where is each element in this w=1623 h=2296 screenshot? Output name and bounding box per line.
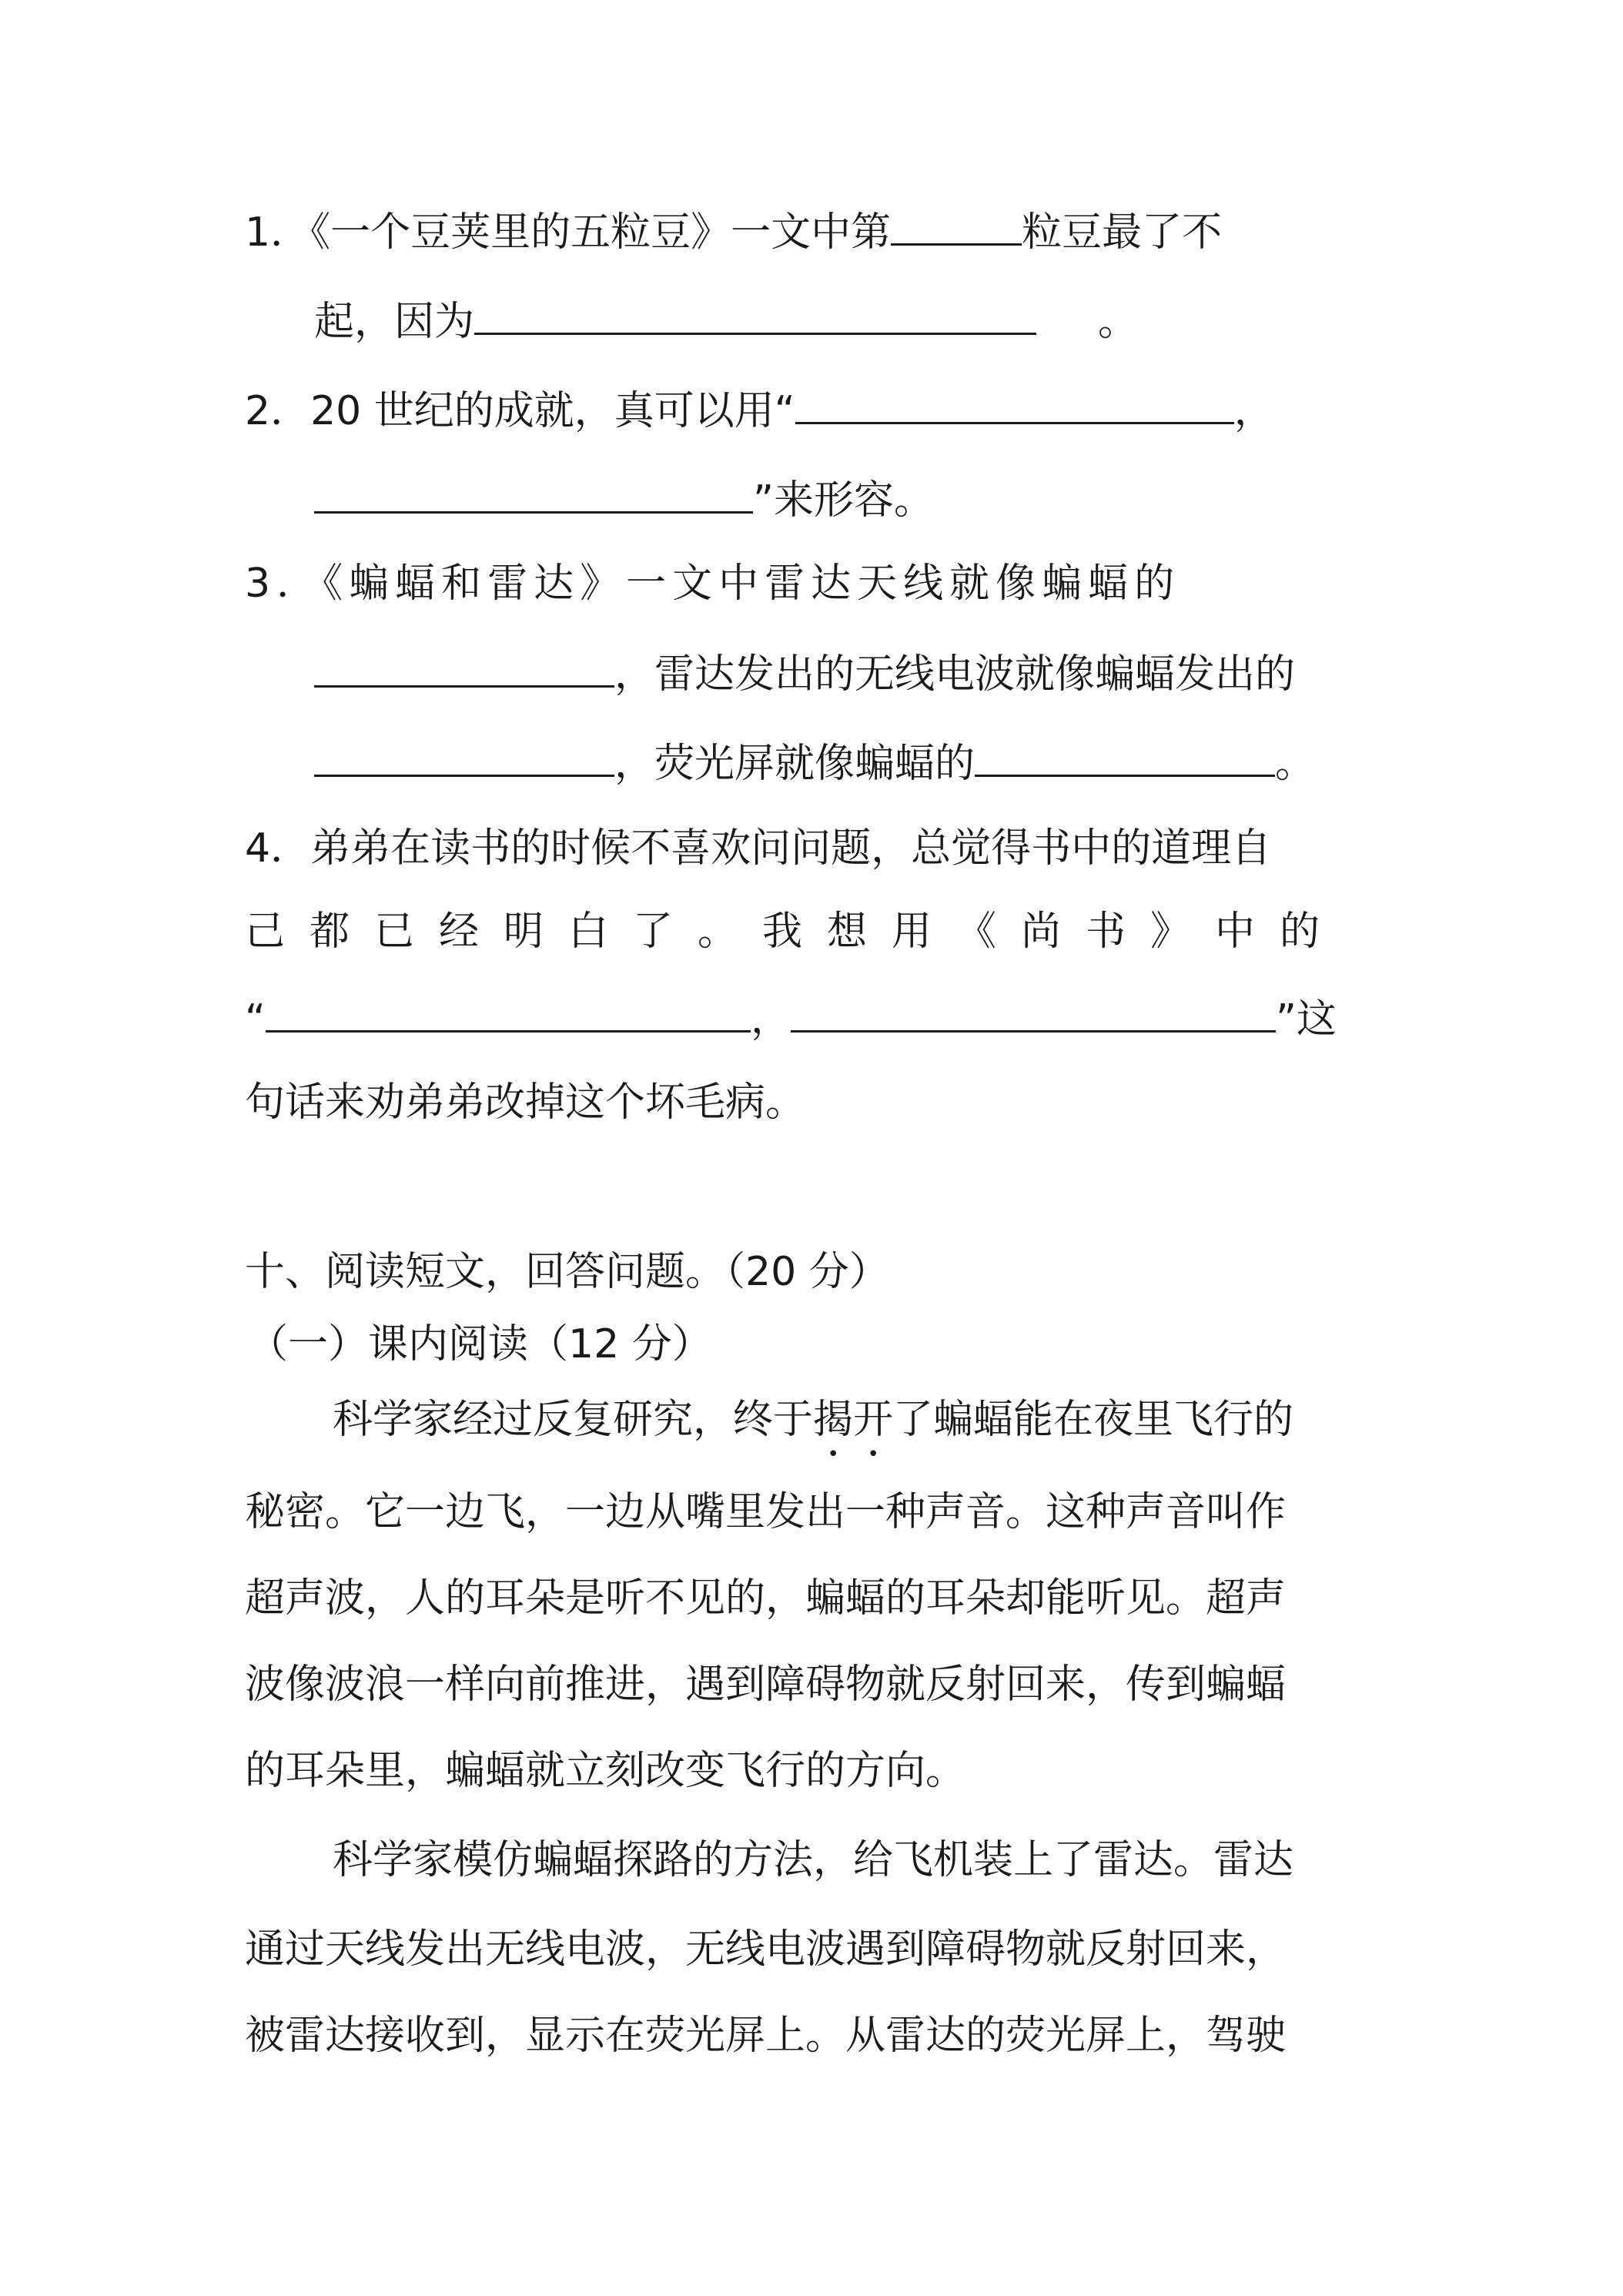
passage-p1-line4 (245, 1662, 1286, 1708)
q1-reason-label: 起，因为 (314, 299, 475, 345)
q4-blank-1[interactable] (266, 993, 751, 1033)
q4-text-2: 己都已经明白了。我想用《尚书》中的 (245, 909, 1345, 955)
q4-open-quote: “ (245, 996, 266, 1043)
q2-line1 (245, 385, 1274, 434)
q4-comma: ， (750, 996, 791, 1043)
q1-line1 (245, 206, 1223, 256)
q4-text-1: 4．弟弟在读书的时候不喜欢问问题，总觉得书中的道理自 (245, 825, 1272, 872)
q1-line2 (314, 296, 1139, 345)
passage-text: 的耳朵里，蝙蝠就立刻改变飞行的方向。 (245, 1748, 966, 1794)
passage-p1-line3 (245, 1575, 1286, 1622)
q3-line1 (245, 561, 1180, 607)
passage-text: 波像波浪一样向前推进，遇到障碍物就反射回来，传到蝙蝠 (245, 1662, 1287, 1708)
q1-blank-reason[interactable] (474, 296, 1036, 335)
q4-blank-2[interactable] (791, 993, 1276, 1033)
q3-blank-screen[interactable] (975, 738, 1275, 777)
q2-text: 2．20 世纪的成就，真可以用“ (245, 388, 795, 434)
q1-period: 。 (1098, 299, 1139, 345)
passage-p2-line1 (333, 1837, 1293, 1883)
q2-comma: ， (1233, 388, 1274, 434)
passage-text: 通过天线发出无线电波，无线电波遇到障碍物就反射回来， (245, 1926, 1287, 1973)
q3-text-3: ，荧光屏就像蝙蝠的 (614, 741, 975, 787)
q1-text-after: 粒豆最了不 (1022, 209, 1223, 256)
passage-text: 科学家模仿蝙蝠探路的方法，给飞机装上了雷达。雷达 (333, 1837, 1294, 1883)
passage-p1-line1 (333, 1397, 1293, 1443)
q3-blank-wave[interactable] (314, 738, 614, 777)
q4-line1 (245, 825, 1271, 872)
q1-blank-number[interactable] (891, 206, 1022, 246)
section-subheading-text: （一）课内阅读（12 分） (248, 1321, 712, 1367)
q3-line3 (314, 738, 1316, 787)
q4-text-4: 句话来劝弟弟改掉这个坏毛病。 (245, 1079, 806, 1126)
q4-line2 (245, 909, 1344, 955)
passage-text: 秘密。它一边飞，一边从嘴里发出一种声音。这种声音叫作 (245, 1489, 1287, 1535)
q3-text: 3．《蝙蝠和雷达》一文中雷达天线就像蝙蝠的 (245, 561, 1181, 607)
q2-line2 (314, 474, 934, 524)
section-heading-text: 十、阅读短文，回答问题。（20 分） (245, 1249, 889, 1295)
q1-text: 1．《一个豆荚里的五粒豆》一文中第 (245, 209, 892, 256)
passage-text: 科学家经过反复研究，终于 (333, 1397, 814, 1443)
q3-line2 (314, 648, 1296, 698)
q4-close-quote: ”这 (1275, 996, 1337, 1043)
passage-p2-line3 (245, 2013, 1286, 2059)
section-subheading (248, 1321, 712, 1367)
q3-text-2: ，雷达发出的无线电波就像蝙蝠发出的 (614, 651, 1296, 698)
passage-text: 超声波，人的耳朵是听不见的，蝙蝠的耳朵却能听见。超声 (245, 1575, 1287, 1622)
q3-blank-antenna[interactable] (314, 648, 614, 688)
q2-blank-1[interactable] (795, 385, 1234, 424)
section-heading (245, 1249, 889, 1295)
passage-p1-line5 (245, 1748, 965, 1794)
q4-line4 (245, 1079, 805, 1126)
passage-p2-line2 (245, 1926, 1286, 1973)
emphasized-word: 揭开 (813, 1397, 894, 1443)
passage-text: 了蝙蝠能在夜里飞行的 (893, 1397, 1294, 1443)
passage-p1-line2 (245, 1489, 1286, 1535)
q2-blank-2[interactable] (314, 474, 753, 514)
passage-text: 被雷达接收到，显示在荧光屏上。从雷达的荧光屏上，驾驶 (245, 2013, 1287, 2059)
q3-period: 。 (1275, 741, 1316, 787)
q4-line3 (245, 993, 1337, 1043)
q2-end: ”来形容。 (753, 477, 934, 524)
